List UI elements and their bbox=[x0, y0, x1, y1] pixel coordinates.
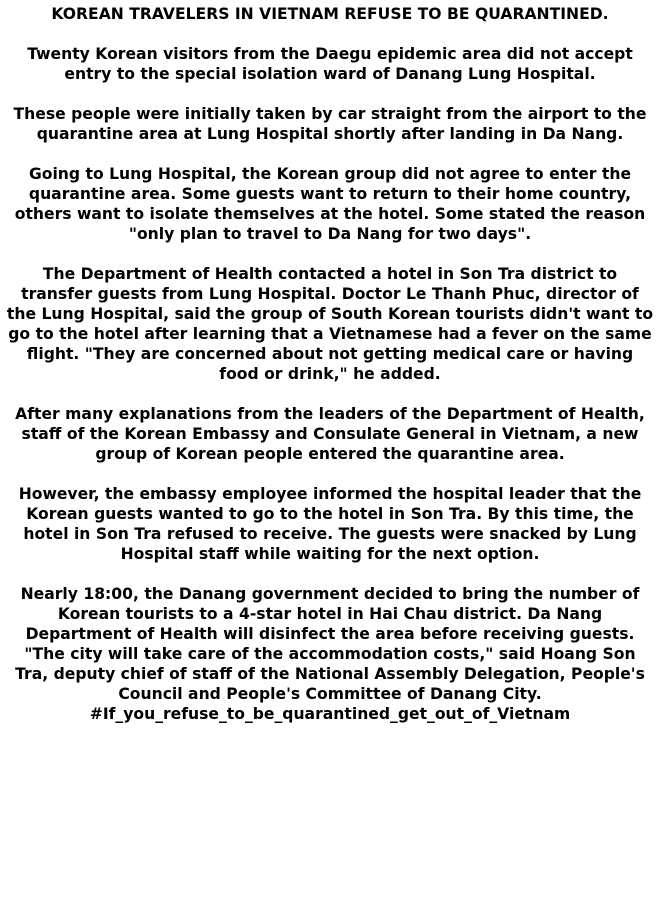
paragraph-2: These people were initially taken by car straight from the airport to the quarantine area at Lung Hospital shortly after landing in Da Nang. bbox=[13, 105, 647, 143]
hashtag: #If_you_refuse_to_be_quarantined_get_out_of_Vietnam bbox=[89, 705, 571, 723]
paragraph-7: Nearly 18:00, the Danang government decided to bring the number of Korean tourists to a 4-star hotel in Hai Chau district. Da Nang Department of Health will disinfect the area before receiving guests. "The city will take care of the accommodation costs," said Hoang Son Tra, deputy chief of staff of the National Assembly Delegation, People's Council and People's Committee of Danang City. bbox=[15, 585, 645, 703]
paragraph-4: The Department of Health contacted a hotel in Son Tra district to transfer guests from Lung Hospital. Doctor Le Thanh Phuc, director of the Lung Hospital, said the group of South Korean tourists didn't want to go to the hotel after learning that a Vietnamese had a fever on the same flight. "They are concerned about not getting medical care or having food or drink," he added. bbox=[6, 265, 654, 383]
paragraph-6: However, the embassy employee informed the hospital leader that the Korean guests wanted to go to the hotel in Son Tra. By this time, the hotel in Son Tra refused to receive. The guests were snacked by Lung Hospital staff while waiting for the next option. bbox=[18, 485, 642, 563]
paragraph-3: Going to Lung Hospital, the Korean group did not agree to enter the quarantine area. Some guests want to return to their home country, others want to isolate themselves at the hotel. Some stated the reason "only plan to travel to Da Nang for two days". bbox=[14, 165, 646, 243]
paragraph-1: Twenty Korean visitors from the Daegu epidemic area did not accept entry to the special isolation ward of Danang Lung Hospital. bbox=[27, 45, 633, 83]
paragraph-5: After many explanations from the leaders of the Department of Health, staff of the Korean Embassy and Consulate General in Vietnam, a new group of Korean people entered the quarantine area. bbox=[15, 405, 645, 463]
article-title: KOREAN TRAVELERS IN VIETNAM REFUSE TO BE QUARANTINED. bbox=[51, 5, 609, 23]
